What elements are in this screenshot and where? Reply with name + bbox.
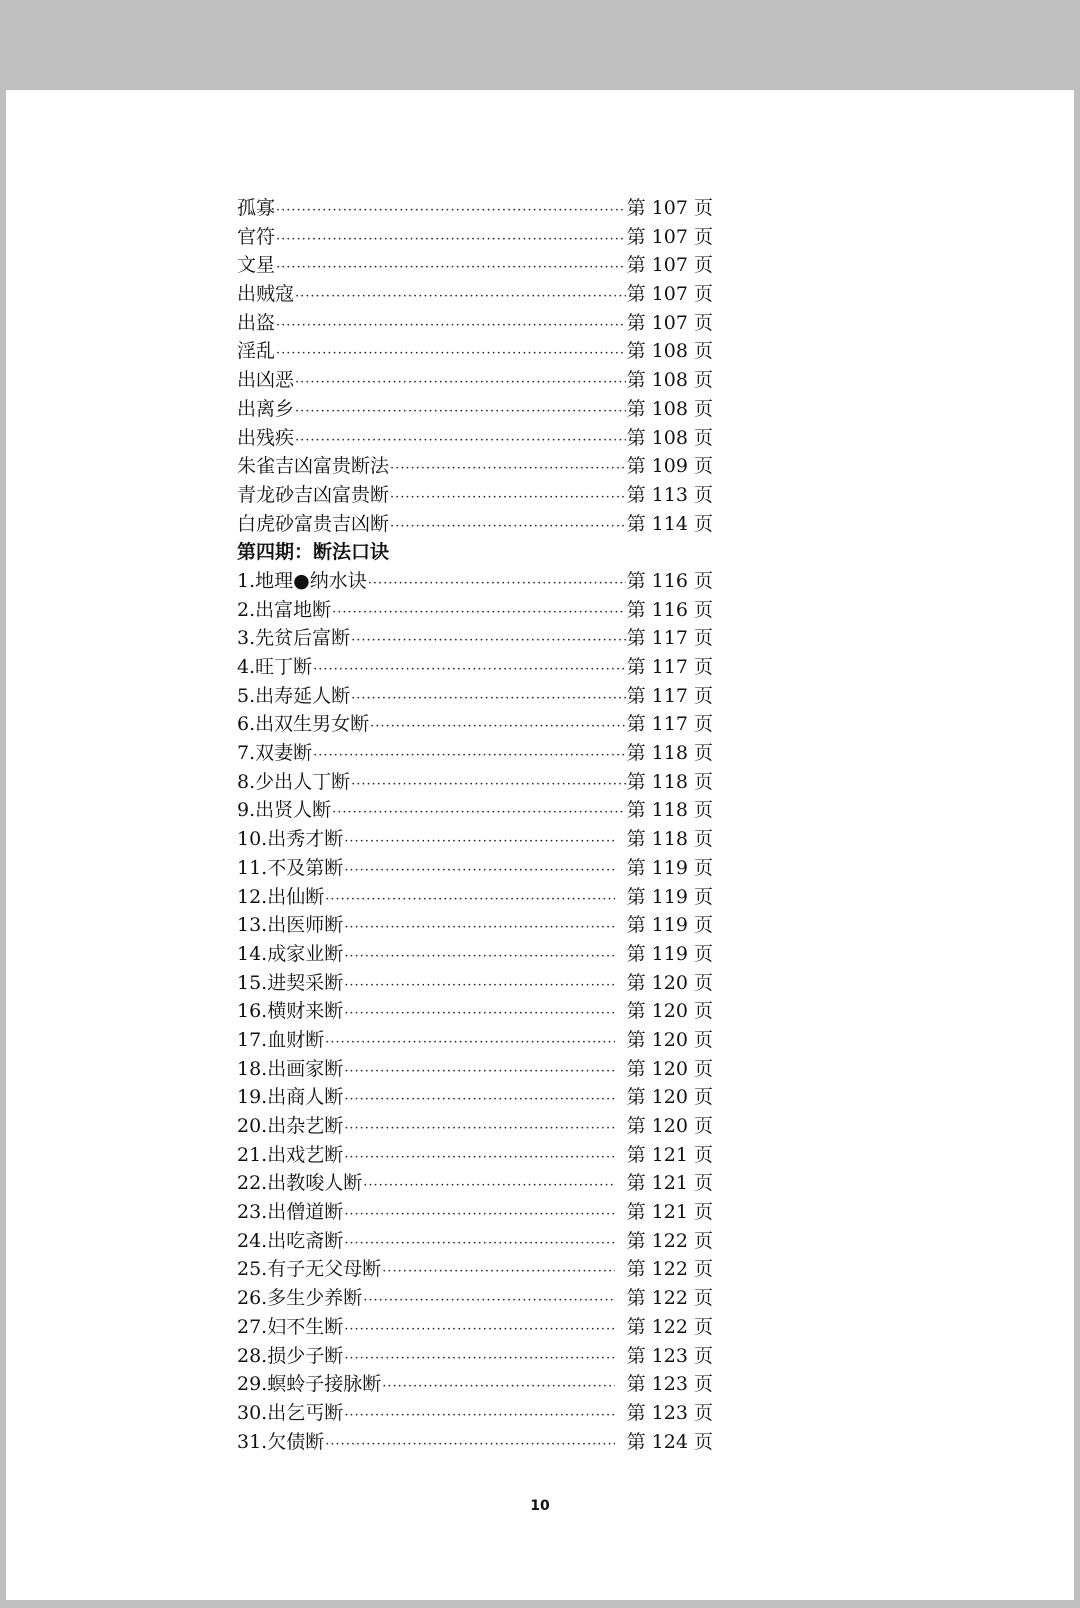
toc-entry-title: 20.出杂艺断 — [237, 1115, 344, 1137]
toc-entry-page: 第 123 页 — [626, 1373, 713, 1396]
toc-entry-page: 第 117 页 — [626, 713, 713, 736]
dot-leader — [344, 1230, 614, 1259]
toc-entry-page: 第 119 页 — [626, 914, 713, 937]
toc-entry-title: 23.出僧道断 — [237, 1201, 344, 1224]
toc-entry — [237, 624, 713, 653]
toc-entry-page: 第 117 页 — [626, 627, 713, 650]
toc-entry-page: 第 120 页 — [626, 1028, 713, 1051]
dot-leader — [363, 1287, 614, 1316]
toc-entry — [237, 194, 713, 223]
dot-leader — [382, 1373, 614, 1402]
toc-entry-title: 淫乱 — [237, 340, 276, 363]
dot-leader — [344, 943, 614, 972]
toc-entry-title: 2.出富地断 — [237, 598, 332, 621]
section-heading: 第四期：断法口诀 — [237, 541, 390, 564]
dot-leader — [325, 1431, 614, 1460]
toc-entry-page: 第 108 页 — [626, 369, 713, 392]
dot-leader — [344, 828, 614, 857]
toc-entry-title: 29.螟蛉子接脉断 — [237, 1373, 382, 1396]
toc-entry-page: 第 123 页 — [626, 1401, 713, 1424]
toc-entry — [237, 1169, 713, 1198]
toc-entry-page: 第 122 页 — [626, 1315, 713, 1338]
toc-entry-title: 出残疾 — [237, 426, 295, 449]
toc-entry-title: 1.地理●纳水诀 — [237, 569, 367, 592]
toc-entry-title: 16.横财来断 — [237, 1000, 344, 1023]
toc-entry-title: 19.出商人断 — [237, 1086, 344, 1109]
toc-entry — [237, 1399, 713, 1428]
toc-entry-page: 第 118 页 — [626, 828, 713, 851]
toc-entry — [237, 1428, 713, 1457]
toc-entry — [237, 653, 713, 682]
dot-leader — [351, 685, 626, 714]
dot-leader — [295, 398, 626, 427]
toc-entry-title: 出贼寇 — [237, 283, 295, 306]
toc-entry-page: 第 123 页 — [626, 1344, 713, 1367]
dot-leader — [344, 1000, 614, 1029]
dot-leader — [344, 1086, 614, 1115]
toc-entry-title: 出凶恶 — [237, 369, 295, 392]
dot-leader — [276, 340, 626, 369]
dot-leader — [370, 713, 626, 742]
toc-entry-page: 第 119 页 — [626, 942, 713, 965]
toc-entry — [237, 825, 713, 854]
toc-entry-page: 第 107 页 — [626, 283, 713, 306]
toc-entry-page: 第 107 页 — [626, 254, 713, 277]
toc-entry-title: 30.出乞丐断 — [237, 1401, 344, 1424]
toc-entry — [237, 854, 713, 883]
toc-entry-title: 6.出双生男女断 — [237, 713, 370, 736]
dot-leader — [276, 312, 626, 341]
dot-leader — [368, 570, 626, 599]
toc-entry-page: 第 121 页 — [626, 1143, 713, 1166]
dot-leader — [363, 1172, 614, 1201]
toc-entry — [237, 682, 713, 711]
dot-leader — [276, 197, 626, 226]
toc-entry — [237, 481, 713, 510]
dot-leader — [390, 455, 626, 484]
toc-entry-page: 第 120 页 — [626, 1115, 713, 1137]
dot-leader — [276, 226, 626, 255]
toc-entry-page: 第 114 页 — [626, 512, 713, 535]
toc-entry — [237, 309, 713, 338]
toc-entry-title: 21.出戏艺断 — [237, 1143, 344, 1166]
toc-entry-page: 第 124 页 — [626, 1430, 713, 1453]
toc-entry-title: 28.损少子断 — [237, 1344, 344, 1367]
page-number: 10 — [530, 1498, 550, 1514]
toc-entry — [237, 911, 713, 940]
dot-leader — [325, 886, 614, 915]
toc-entry — [237, 223, 713, 252]
toc-entry — [237, 567, 713, 596]
toc-entry-title: 9.出贤人断 — [237, 799, 332, 822]
toc-entry-title: 17.血财断 — [237, 1028, 325, 1051]
toc-entry-title: 3.先贫后富断 — [237, 627, 351, 650]
dot-leader — [276, 254, 626, 283]
toc-entry — [237, 1198, 713, 1227]
dot-leader — [344, 857, 614, 886]
toc-entry-title: 官符 — [237, 225, 276, 248]
dot-leader — [344, 1402, 614, 1431]
toc-entry — [237, 1284, 713, 1313]
toc-entry-page: 第 119 页 — [626, 885, 713, 908]
toc-entry-title: 10.出秀才断 — [237, 828, 344, 851]
toc-entry-title: 8.少出人丁断 — [237, 770, 351, 793]
toc-entry — [237, 883, 713, 912]
dot-leader — [313, 742, 626, 771]
toc-entry-page: 第 120 页 — [626, 971, 713, 994]
toc-entry-page: 第 120 页 — [626, 1086, 713, 1109]
toc-entry-page: 第 107 页 — [626, 197, 713, 219]
toc-entry-page: 第 117 页 — [626, 684, 713, 707]
toc-entry-title: 出离乡 — [237, 397, 295, 420]
dot-leader — [390, 513, 626, 542]
dot-leader — [332, 799, 626, 828]
toc-entry-title: 27.妇不生断 — [237, 1315, 344, 1338]
toc-entry — [237, 1313, 713, 1342]
toc-entry-page: 第 107 页 — [626, 225, 713, 248]
toc-entry-title: 文星 — [237, 254, 276, 277]
dot-leader — [344, 1345, 614, 1374]
toc-entry-page: 第 120 页 — [626, 1000, 713, 1023]
dot-leader — [344, 914, 614, 943]
dot-leader — [390, 484, 626, 513]
toc-entry-page: 第 121 页 — [626, 1201, 713, 1224]
toc-entry-title: 12.出仙断 — [237, 885, 325, 908]
dot-leader — [344, 1201, 614, 1230]
toc-entry — [237, 1370, 713, 1399]
toc-entry-title: 4.旺丁断 — [237, 656, 313, 678]
toc-entry-title: 朱雀吉凶富贵断法 — [237, 455, 390, 478]
toc-entry-page: 第 107 页 — [626, 311, 713, 334]
toc-entry — [237, 1055, 713, 1084]
toc-entry-title: 出盗 — [237, 311, 276, 334]
toc-entry-title: 14.成家业断 — [237, 942, 344, 965]
toc-entry-title: 31.欠债断 — [237, 1430, 325, 1453]
dot-leader — [344, 1144, 614, 1173]
toc-entry — [237, 940, 713, 969]
dot-leader — [295, 427, 626, 456]
toc-entry — [237, 395, 713, 424]
toc-entry-page: 第 122 页 — [626, 1258, 713, 1281]
dot-leader — [351, 627, 626, 656]
toc-entry — [237, 997, 713, 1026]
toc-entry — [237, 1141, 713, 1170]
toc-entry-page: 第 118 页 — [626, 770, 713, 793]
toc-entry — [237, 510, 713, 539]
toc-entry-title: 25.有子无父母断 — [237, 1258, 382, 1281]
toc-entry-page: 第 116 页 — [626, 569, 713, 592]
toc-entry — [237, 710, 713, 739]
document-page — [6, 90, 1074, 1600]
dot-leader — [332, 599, 626, 628]
toc-entry-page: 第 113 页 — [626, 483, 713, 506]
toc-entry-page: 第 121 页 — [626, 1172, 713, 1195]
toc-entry-title: 孤寡 — [237, 197, 276, 219]
toc-entry — [237, 1227, 713, 1256]
toc-entry — [237, 796, 713, 825]
toc-entry — [237, 1112, 713, 1141]
toc-entry — [237, 1342, 713, 1371]
dot-leader — [313, 656, 626, 685]
toc-entry — [237, 969, 713, 998]
table-of-contents — [237, 194, 713, 1456]
dot-leader — [295, 283, 626, 312]
dot-leader — [325, 1029, 614, 1058]
toc-entry-page: 第 122 页 — [626, 1287, 713, 1310]
toc-entry-page: 第 116 页 — [626, 598, 713, 621]
toc-entry — [237, 596, 713, 625]
dot-leader — [344, 972, 614, 1001]
toc-entry — [237, 280, 713, 309]
toc-entry — [237, 1083, 713, 1112]
dot-leader — [344, 1058, 614, 1087]
toc-entry-title: 5.出寿延人断 — [237, 684, 351, 707]
toc-entry-title: 22.出教唆人断 — [237, 1172, 363, 1195]
toc-entry — [237, 424, 713, 453]
toc-entry-page: 第 118 页 — [626, 799, 713, 822]
toc-entry-title: 7.双妻断 — [237, 742, 313, 765]
toc-entry-page: 第 118 页 — [626, 742, 713, 765]
toc-entry — [237, 366, 713, 395]
toc-entry — [237, 1026, 713, 1055]
toc-entry-page: 第 117 页 — [626, 656, 713, 678]
toc-entry-page: 第 122 页 — [626, 1229, 713, 1252]
toc-entry — [237, 337, 713, 366]
dot-leader — [344, 1115, 614, 1144]
toc-entry-page: 第 108 页 — [626, 397, 713, 420]
toc-entry — [237, 452, 713, 481]
toc-entry — [237, 739, 713, 768]
toc-entry-title: 26.多生少养断 — [237, 1287, 363, 1310]
toc-entry-page: 第 120 页 — [626, 1057, 713, 1080]
dot-leader — [382, 1258, 614, 1287]
toc-entry-title: 13.出医师断 — [237, 914, 344, 937]
toc-entry-page: 第 108 页 — [626, 340, 713, 363]
toc-entry-title: 11.不及第断 — [237, 856, 344, 879]
dot-leader — [351, 771, 626, 800]
toc-entry — [237, 1255, 713, 1284]
toc-entry-page: 第 109 页 — [626, 455, 713, 478]
toc-entry-title: 24.出吃斋断 — [237, 1229, 344, 1252]
dot-leader — [295, 369, 626, 398]
toc-entry — [237, 251, 713, 280]
toc-entry-page: 第 108 页 — [626, 426, 713, 449]
toc-entry-page: 第 119 页 — [626, 856, 713, 879]
toc-entry — [237, 768, 713, 797]
toc-entry-title: 白虎砂富贵吉凶断 — [237, 512, 390, 535]
toc-entry-title: 青龙砂吉凶富贵断 — [237, 483, 390, 506]
toc-entry-title: 15.进契采断 — [237, 971, 344, 994]
toc-entry-title: 18.出画家断 — [237, 1057, 344, 1080]
dot-leader — [344, 1316, 614, 1345]
